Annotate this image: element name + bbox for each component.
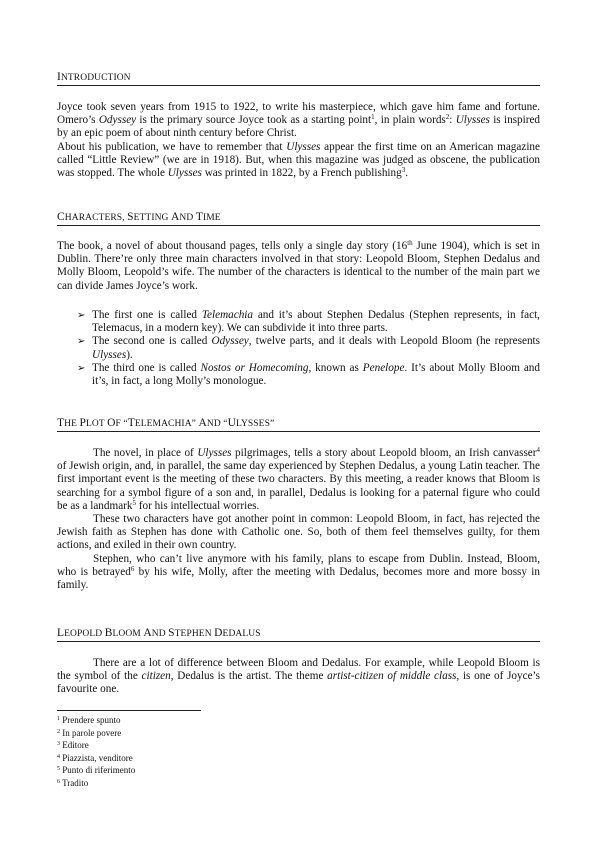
footnote-item xyxy=(57,752,135,765)
text-run: The book, a novel of about thousand pages, tells only a single day story (16 xyxy=(57,240,408,252)
list-item xyxy=(57,335,540,361)
italic-title: Odyssey xyxy=(98,114,137,127)
italic-title: Ulysses xyxy=(455,114,490,127)
text-run: The first one is called xyxy=(92,309,202,321)
section-heading-plot xyxy=(57,418,540,432)
footnote-ref[interactable]: 5 xyxy=(132,498,136,507)
text-run: : xyxy=(449,114,456,127)
text-run: is the primary source Joyce took as a starting point xyxy=(136,114,372,127)
text-run: of Jewish origin, and, in parallel, the same day experienced by Stephen Dedalus, a young Latin teacher. The first important event is the meeting of these two characters. By this meeting, a reader knows that Bloom is searching for a symbol figure of a son and, in parallel, Dedalus is looking for a paternal figure who could be as a landmark xyxy=(57,460,540,512)
text-run: appear the first time on an American magazine called “Little Review” (we are in 1918). But, when this magazine was judged as obscene, the publication was stopped. The whole xyxy=(57,141,540,180)
text-run: These two characters have got another point in common: Leopold Bloom, in fact, has rejected the Jewish faith as Stephen has done with Catholic one. So, both of them feel themselves guilty, for them actions, and exiled in their own country. xyxy=(57,513,540,552)
text-run: is inspired by an epic poem of about ninth century before Christ. xyxy=(57,114,541,140)
footnotes xyxy=(57,714,135,790)
arrow-bullet-icon: ➢ xyxy=(77,362,86,374)
plot-paragraph-1 xyxy=(57,447,540,513)
footnote-text: Editore xyxy=(62,740,89,751)
bloom-dedalus-paragraph xyxy=(57,657,540,697)
footnote-ref[interactable]: 6 xyxy=(130,565,135,574)
list-item xyxy=(57,362,540,388)
section-heading-introduction xyxy=(57,72,540,86)
footnote-ref[interactable]: 2 xyxy=(445,113,450,122)
italic-title: Ulysses xyxy=(167,167,202,180)
heading-text: CHARACTERS, SETTING AND TIME xyxy=(57,211,221,223)
text-run: The second one is called xyxy=(92,335,212,348)
italic-title: Ulysses xyxy=(286,141,321,153)
footnote-text: Prendere spunto xyxy=(62,715,121,725)
text-run: , twelve parts, and it deals with Leopold Bloom (he represents xyxy=(248,335,540,348)
footnote-number: 3 xyxy=(57,741,60,748)
italic-title: Odyssey xyxy=(211,335,249,348)
footnote-item xyxy=(57,714,135,727)
text-run: The third one is called xyxy=(92,361,201,374)
text-run: , Dedalus is the artist. The theme xyxy=(170,670,328,683)
text-run: , is one of Joyce’s favourite one. xyxy=(57,670,541,696)
text-run: and it’s about Stephen Dedalus (Stephen represents, in fact, Telemacus, in a modern key). We can subdivide it into three parts. xyxy=(92,309,540,335)
intro-paragraph-2 xyxy=(57,141,540,181)
footnote-divider xyxy=(57,710,201,711)
text-run: ). xyxy=(126,348,133,361)
footnote-number: 5 xyxy=(57,766,60,773)
footnote-number: 1 xyxy=(57,716,60,722)
text-run: Joyce took seven years from 1915 to 1922, to write his masterpiece, which gave him fame and fortune. Omero’s xyxy=(57,101,540,127)
footnote-number: 6 xyxy=(57,778,60,785)
text-run: Stephen, who can’t live anymore with his family, plans to escape from Dublin. Instead, Bloom, who is betrayed xyxy=(57,553,540,579)
text-run: by his wife, Molly, after the meeting with Dedalus, becomes more and more bossy in family. xyxy=(57,566,540,592)
parts-list xyxy=(57,309,540,388)
text-run: . xyxy=(405,167,408,180)
text-run: About his publication, we have to remember that xyxy=(57,141,287,153)
list-item xyxy=(57,309,540,335)
text-run: There are a lot of difference between Bloom and Dedalus. For example, while Leopold Bloom is the symbol of the xyxy=(57,657,540,683)
footnote-number: 2 xyxy=(57,728,60,735)
footnote-item xyxy=(57,764,135,777)
text-run: was printed in 1822, by a French publishing xyxy=(201,167,402,180)
plot-paragraph-3 xyxy=(57,553,540,593)
section-heading-bloom-dedalus xyxy=(57,628,540,642)
footnote-text: Piazzista, venditore xyxy=(62,752,133,763)
italic-title: Ulysses xyxy=(197,447,232,459)
heading-text: INTRODUCTION xyxy=(57,71,131,83)
characters-paragraph xyxy=(57,240,540,293)
footnote-item xyxy=(57,739,135,752)
text-run: June 1904), which is set in Dublin. There’re only three main characters involved in that story: Leopold Bloom, Stephen Dedalus and Molly Bloom, Leopold’s wife. The number of the characters is identical to the number of the main part we can divide James Joyce’s work. xyxy=(57,240,541,292)
italic-title: Telemachia xyxy=(201,309,254,321)
superscript: th xyxy=(407,239,413,247)
footnote-item xyxy=(57,727,135,740)
arrow-bullet-icon: ➢ xyxy=(77,336,86,348)
italic-title: Nostos or Homecoming xyxy=(200,361,309,374)
footnote-item xyxy=(57,777,135,790)
text-run: , known as xyxy=(308,361,363,374)
footnote-number: 4 xyxy=(57,753,60,760)
intro-paragraph-1 xyxy=(57,101,540,141)
footnote-ref[interactable]: 1 xyxy=(371,113,375,122)
italic-term: artist-citizen of middle class xyxy=(327,670,457,683)
italic-term: citizen xyxy=(141,670,171,683)
text-run: . It’s about Molly Bloom and it’s, in fact, a long Molly’s monologue. xyxy=(92,361,540,388)
footnote-text: Punto di riferimento xyxy=(62,765,136,776)
plot-paragraph-2 xyxy=(57,513,540,553)
footnote-text: In parole povere xyxy=(62,727,122,738)
italic-title: Penelope xyxy=(362,361,405,374)
heading-text: THE PLOT OF “TELEMACHIA” AND “ULYSSES” xyxy=(57,417,275,429)
arrow-bullet-icon: ➢ xyxy=(77,310,86,321)
footnote-ref[interactable]: 3 xyxy=(401,166,406,175)
footnote-ref[interactable]: 4 xyxy=(536,446,540,454)
text-run: for his intellectual worries. xyxy=(135,499,260,512)
italic-title: Ulysses xyxy=(92,348,127,361)
heading-text: LEOPOLD BLOOM AND STEPHEN DEDALUS xyxy=(57,627,261,639)
section-heading-characters xyxy=(57,212,540,226)
text-run: pilgrimages, tells a story about Leopold bloom, an Irish canvasser xyxy=(231,447,537,459)
text-run: , in plain words xyxy=(374,114,446,127)
footnote-text: Tradito xyxy=(62,777,89,788)
text-run: The novel, in place of xyxy=(93,447,198,459)
